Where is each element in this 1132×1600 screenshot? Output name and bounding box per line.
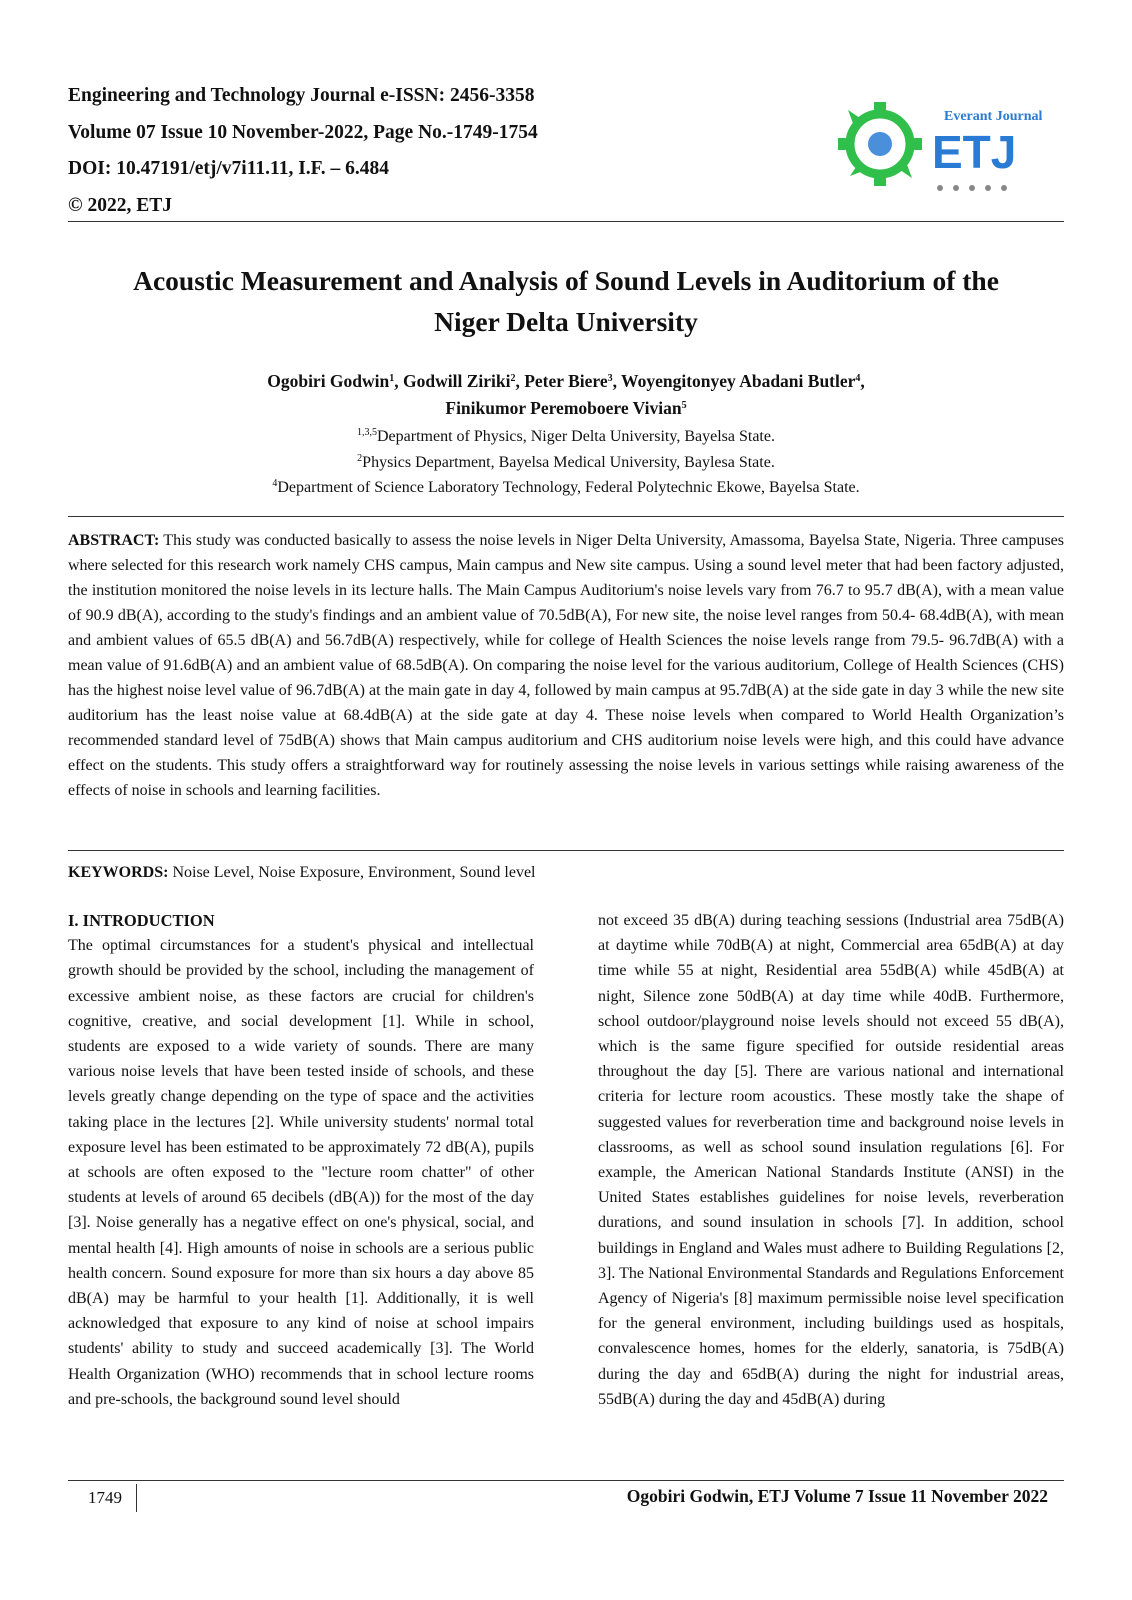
affiliation-1: $^{1,3,5}$Department of Physics, Niger Delta University, Bayelsa State. <box>357 427 775 445</box>
keywords-text: Noise Level, Noise Exposure, Environment, Sound level <box>168 864 536 881</box>
body-column-right <box>598 908 1064 1412</box>
affiliations <box>68 424 1064 501</box>
logo-text-main: ETJ <box>932 126 1017 178</box>
page-number: 1749 <box>88 1488 122 1507</box>
affiliation-3: $^4$Department of Science Laboratory Technology, Federal Polytechnic Ekowe, Bayelsa State. <box>272 478 860 496</box>
affiliation-2: $^2$Physics Department, Bayelsa Medical University, Baylesa State. <box>357 452 775 471</box>
title-line-2: Niger Delta University <box>434 306 698 337</box>
author-list <box>68 368 1064 422</box>
section-heading-introduction: I. INTRODUCTION <box>68 911 215 930</box>
paper-title <box>68 260 1064 342</box>
logo-decoration-icon <box>937 185 1007 191</box>
title-line-1: Acoustic Measurement and Analysis of Sound Levels in Auditorium of the <box>133 265 999 296</box>
intro-paragraph-right: not exceed 35 dB(A) during teaching sessions (Industrial area 75dB(A) at daytime while 70dB(A) at night, Commercial area 65dB(A) at day time while 55 at night, Residential area 55dB(A) while 45dB(A) at night, Silence zone 50dB(A) at day time while 40dB. Furthermore, school outdoor/playground noise levels should not exceed 55 dB(A), which is the same figure specified for outside residential areas throughout the day [5]. There are various national and international criteria for lecture room acoustics. These mostly take the shape of suggested values for reverberation time and background noise levels in classrooms, as well as school sound insulation regulations [6]. For example, the American National Standards Institute (ANSI) in the United States establishes guidelines for noise levels, reverberation durations, and sound insulation in schools [7]. In addition, school buildings in England and Wales must adhere to Building Regulations [2, 3]. The National Environmental Standards and Regulations Enforcement Agency of Nigeria's [8] maximum permissible noise level specification for the general environment, including buildings used as hospitals, convalescence homes, homes for the elderly, sanatoria, is 75dB(A) during the day and 65dB(A) during the night for industrial areas, 55dB(A) during the day and 45dB(A) during <box>598 912 1064 1408</box>
running-footer: Ogobiri Godwin, ETJ Volume 7 Issue 11 November 2022 <box>626 1486 1048 1506</box>
abstract-top-rule <box>68 516 1064 517</box>
author-line-2: Finikumor Peremoboere Vivian$^5$ <box>445 398 687 418</box>
doi-info: DOI: 10.47191/etj/v7i11.11, I.F. – 6.484 <box>68 158 390 179</box>
keywords-rule <box>68 850 1064 851</box>
etj-logo <box>832 92 1042 202</box>
author-line-1: Ogobiri Godwin$^1$, Godwill Ziriki$^2$, Peter Biere$^3$, Woyengitonyey Abadani Butler$^4$, <box>267 371 865 391</box>
body-column-left <box>68 908 534 1412</box>
header-rule <box>68 221 1064 222</box>
abstract-label: ABSTRACT: <box>68 532 160 549</box>
gear-icon <box>838 102 922 186</box>
copyright: © 2022, ETJ <box>68 194 172 216</box>
abstract <box>68 528 1064 803</box>
footer-divider <box>136 1484 137 1512</box>
keywords-label: KEYWORDS: <box>68 864 169 881</box>
volume-info: Volume 07 Issue 10 November-2022, Page No.-1749-1754 <box>68 121 538 143</box>
journal-name: Engineering and Technology Journal e-ISSN: 2456-3358 <box>68 85 535 106</box>
abstract-text: This study was conducted basically to assess the noise levels in Niger Delta University, Amassoma, Bayelsa State, Nigeria. Three campuses where selected for this research work namely CHS campus, Main campus and New site campus. Using a sound level meter that had been factory adjusted, the institution monitored the noise levels in its lecture halls. The Main Campus Auditorium's noise levels vary from 76.7 to 95.7 dB(A), with a mean value of 90.9 dB(A), according to the study's findings and an ambient value of 70.5dB(A), For new site, the noise level ranges from 50.4- 68.4dB(A), with mean and ambient values of 65.5 dB(A) and 56.7dB(A) respectively, while for college of Health Sciences the noise levels range from 79.5- 96.7dB(A) with a mean value of 91.6dB(A) and an ambient value of 68.5dB(A). On comparing the noise level for the various auditorium, College of Health Sciences (CHS) has the highest noise level value of 96.7dB(A) at the main gate in day 4, followed by main campus at 95.7dB(A) at the side gate in day 3 while the new site auditorium has the least noise value at 68.4dB(A) at the side gate at day 4. These noise levels when compared to World Health Organization’s recommended standard level of 75dB(A) shows that Main campus auditorium and CHS auditorium noise levels were high, and this could have advance effect on the students. This study offers a straightforward way for routinely assessing the noise levels in various settings while raising awareness of the effects of noise in schools and learning facilities. <box>68 532 1064 799</box>
logo-text-top: Everant Journal <box>944 109 1042 124</box>
footer-rule <box>68 1480 1064 1481</box>
intro-paragraph-left: The optimal circumstances for a student's physical and intellectual growth should be provided by the school, including the management of excessive ambient noise, as these factors are crucial for children's cognitive, creative, and social development [1]. While in school, students are exposed to a wide variety of sounds. There are many various noise levels that have been tested inside of schools, and these levels greatly change depending on the type of space and the activities taking place in the lectures [2]. While university students' normal total exposure level has been estimated to be approximately 72 dB(A), pupils at schools are often exposed to the "lecture room chatter" of other students at levels of around 65 decibels (dB(A)) for the most of the day [3]. Noise generally has a negative effect on one's physical, social, and mental health [4]. High amounts of noise in schools are a serious public health concern. Sound exposure for more than six hours a day above 85 dB(A) may be harmful to your health [1]. Additionally, it is well acknowledged that exposure to any kind of noise at school impairs students' ability to study and succeed academically [3]. The World Health Organization (WHO) recommends that in school lecture rooms and pre-schools, the background sound level should <box>68 937 534 1408</box>
keywords <box>68 860 1064 885</box>
